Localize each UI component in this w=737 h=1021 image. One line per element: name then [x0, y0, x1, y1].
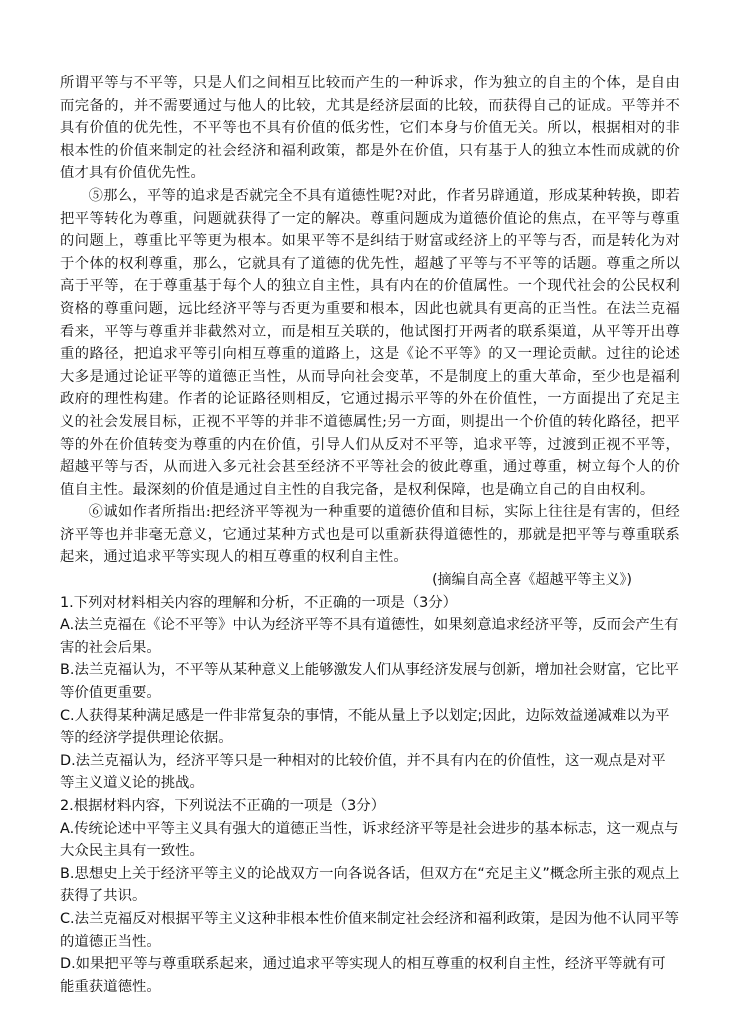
option-c: C.人获得某种满足感是一件非常复杂的事情，不能从量上予以划定;因此，边际效益递减难以为平等的经济学提供理论依据。	[60, 707, 670, 747]
option-b: B.思想史上关于经济平等主义的论战双方一向各说各话，但双方在“充足主义”概念所主张的观点上获得了共识。	[60, 865, 680, 905]
option-b: B.法兰克福认为，不平等从某种意义上能够激发人们从事经济发展与创新，增加社会财富，它比平等价值更重要。	[60, 662, 679, 702]
question-2	[60, 795, 680, 998]
question-stem: 2.根据材料内容，下列说法不正确的一项是（3分）	[60, 798, 386, 814]
question-stem: 1.下列对材料相关内容的理解和分析，不正确的一项是（3分）	[60, 594, 458, 611]
passage-paragraph-6: ⑥诚如作者所指出:把经济平等视为一种重要的道德价值和目标，实际上往往是有害的，但经济平等也并非毫无意义，它通过某种方式也是可以重新获得道德性的，那就是把平等与尊重联系起来，通过追求平等实现人的相互尊重的权利自主性。	[60, 504, 680, 566]
exam-page	[60, 72, 680, 998]
passage-paragraph-intro: 所谓平等与不平等，只是人们之间相互比较而产生的一种诉求，作为独立的自主的个体，是自由而完备的，并不需要通过与他人的比较，尤其是经济层面的比较，而获得自己的证成。平等并不具有价值的优先性，不平等也不具有价值的低劣性，它们本身与价值无关。所以，根据相对的非根本性的价值来制定的社会经济和福利政策，都是外在价值，只有基于人的独立本性而成就的价值才具有价值优先性。	[60, 75, 680, 182]
option-c: C.法兰克福反对根据平等主义这种非根本性价值来制定社会经济和福利政策，是因为他不认同平等的道德正当性。	[60, 910, 680, 950]
option-d: D.法兰克福认为，经济平等只是一种相对的比较价值，并不具有内在的价值性，这一观点是对平等主义道义论的挑战。	[60, 752, 666, 792]
option-d: D.如果把平等与尊重联系起来，通过追求平等实现人的相互尊重的权利自主性，经济平等就有可能重获道德性。	[60, 956, 666, 995]
passage-paragraph-5: ⑤那么，平等的追求是否就完全不具有道德性呢?对此，作者另辟通道，形成某种转换，即若把平等转化为尊重，问题就获得了一定的解决。尊重问题成为道德价值论的焦点，在平等与尊重的问题上，尊重比平等更为根本。如果平等不是纠结于财富或经济上的平等与否，而是转化为对于个体的权利尊重，那么，它就具有了道德的优先性，超越了平等与不平等的话题。尊重之所以高于平等，在于尊重基于每个人的独立自主性，具有内在的价值属性。一个现代社会的公民权利资格的尊重问题，远比经济平等与否更为重要和根本，因此也就具有更高的正当性。在法兰克福看来，平等与尊重并非截然对立，而是相互关联的，他试图打开两者的联系渠道，从平等开出尊重的路径，把追求平等引向相互尊重的道路上，这是《论不平等》的又一理论贡献。过往的论述大多是通过论证平等的道德正当性，从而导向社会变革，不是制度上的重大革命，至少也是福利政府的理性构建。作者的论证路径则相反，它通过揭示平等的外在价值性，一方面提出了充足主义的社会发展目标，正视不平等的并非不道德属性;另一方面，则提出一个价值的转化路径，把平等的外在价值转变为尊重的内在价值，引导人们从反对不平等，追求平等，过渡到正视不平等，超越平等与否，从而进入多元社会甚至经济不平等社会的彼此尊重，通过尊重，树立每个人的价值自主性。最深刻的价值是通过自主性的自我完备，是权利保障，也是确立自己的自由权利。	[60, 187, 680, 498]
passage-source: (摘编自高全喜《超越平等主义》)	[432, 572, 632, 589]
question-1	[60, 592, 680, 795]
option-a: A.传统论述中平等主义具有强大的道德正当性，诉求经济平等是社会进步的基本标志，这一观点与大众民主具有一致性。	[60, 820, 679, 860]
option-a: A.法兰克福在《论不平等》中认为经济平等不具有道德性，如果刻意追求经济平等，反而会产生有害的社会后果。	[60, 617, 679, 656]
